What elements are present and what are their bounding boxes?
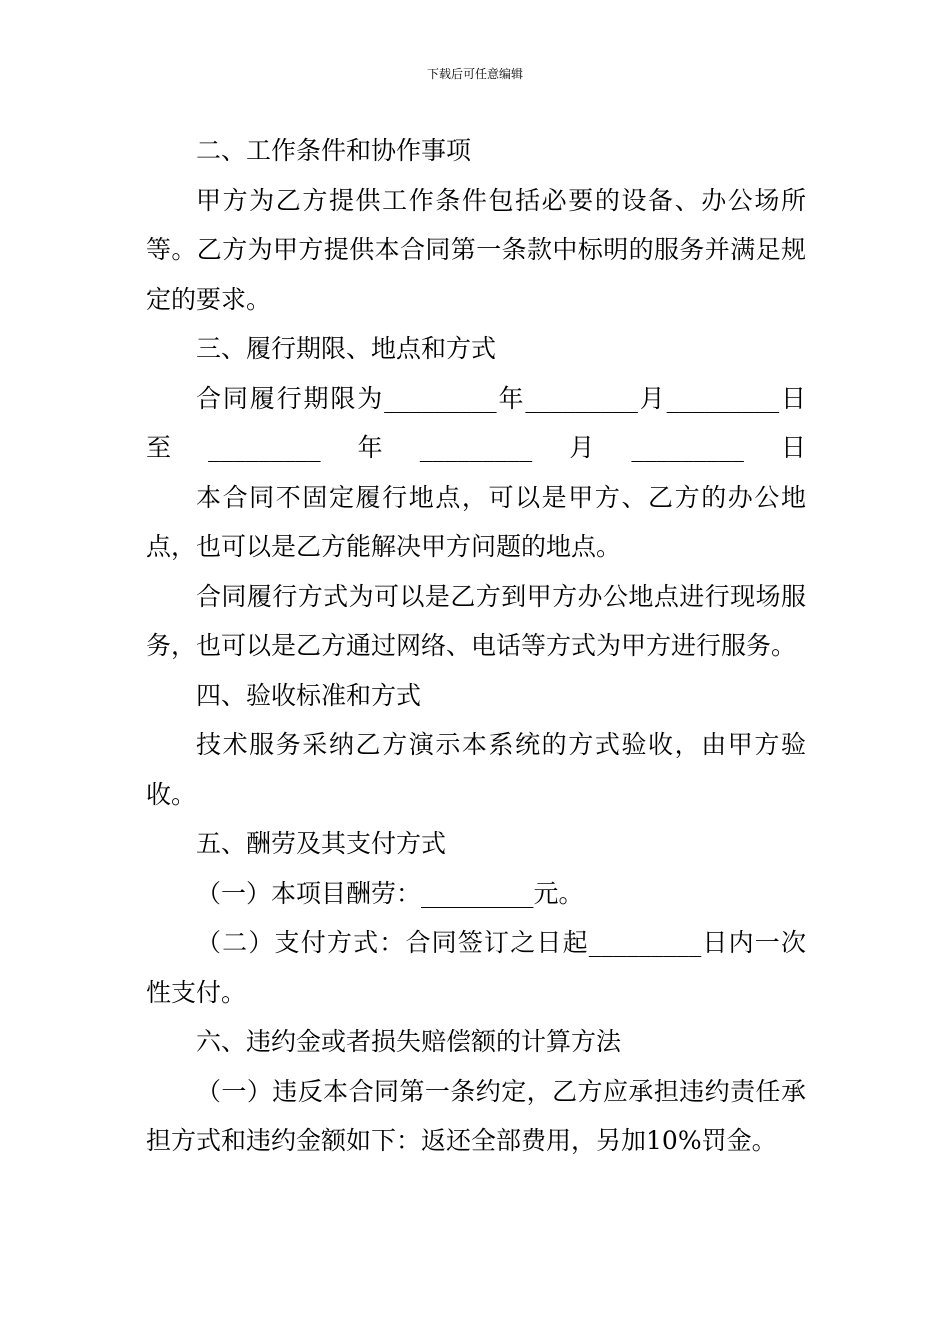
section-heading-3: 三、履行期限、地点和方式 <box>196 334 497 363</box>
section-heading-4: 四、验收标准和方式 <box>196 680 422 710</box>
paragraph-work-conditions: 甲方为乙方提供工作条件包括必要的设备、办公场所等。乙方为甲方提供本合同第一条款中标明的服务并满足规定的要求。 <box>146 185 806 314</box>
paragraph-location: 本合同不固定履行地点，可以是甲方、乙方的办公地点，也可以是乙方能解决甲方问题的地点。 <box>146 482 806 561</box>
paragraph-term: 合同履行期限为_________年_________月_________日至_________年_________月_________日 <box>146 383 806 462</box>
paragraph-method: 合同履行方式为可以是乙方到甲方办公地点进行现场服务，也可以是乙方通过网络、电话等方式为甲方进行服务。 <box>146 581 806 660</box>
document-body <box>146 126 806 1166</box>
paragraph-penalty: （一）违反本合同第一条约定，乙方应承担违约责任承担方式和违约金额如下：返还全部费用，另加10%罚金。 <box>146 1076 806 1155</box>
paragraph-payment: （二）支付方式：合同签订之日起_________日内一次性支付。 <box>146 928 806 1007</box>
paragraph-fee: （一）本项目酬劳：_________元。 <box>196 878 584 908</box>
section-heading-5: 五、酬劳及其支付方式 <box>196 829 447 858</box>
section-heading-2: 二、工作条件和协作事项 <box>196 136 472 165</box>
section-heading-6: 六、违约金或者损失赔偿额的计算方法 <box>196 1027 622 1056</box>
header-note: 下载后可任意编辑 <box>426 67 523 81</box>
paragraph-acceptance: 技术服务采纳乙方演示本系统的方式验收，由甲方验收。 <box>146 730 806 809</box>
